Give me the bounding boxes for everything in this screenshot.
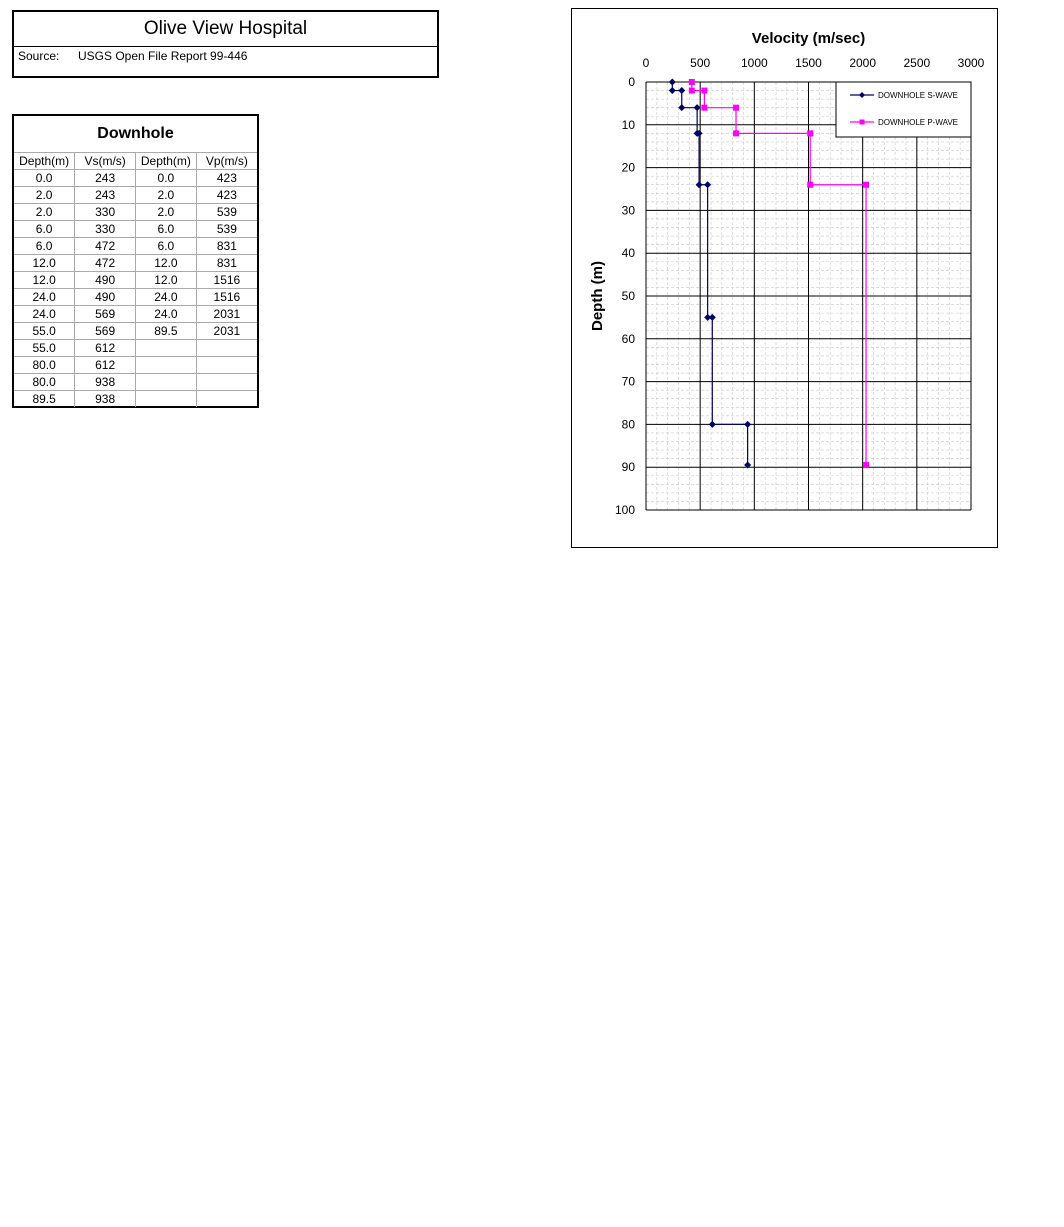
data-point-p-wave <box>733 130 739 136</box>
y-tick-label: 50 <box>621 289 635 303</box>
table-cell: 6.0 <box>14 221 75 238</box>
table-cell: 938 <box>75 391 136 408</box>
data-point-p-wave <box>689 88 695 94</box>
table-row <box>14 340 257 357</box>
data-point-s-wave <box>678 104 685 111</box>
source-label: Source: <box>18 49 60 63</box>
table-row <box>14 357 257 374</box>
y-tick-label: 60 <box>621 331 635 346</box>
table-cell <box>196 391 257 408</box>
table-cell: 569 <box>75 323 136 340</box>
data-point-s-wave <box>709 421 716 428</box>
table-cell: 243 <box>75 187 136 204</box>
table-cell: 472 <box>75 255 136 272</box>
column-header: Vs(m/s) <box>75 153 136 170</box>
table-cell: 831 <box>196 255 257 272</box>
table-cell: 12.0 <box>136 255 197 272</box>
table-cell: 330 <box>75 204 136 221</box>
y-axis-label: Depth (m) <box>589 261 606 331</box>
data-point-s-wave <box>709 314 716 321</box>
table-cell: 1516 <box>196 272 257 289</box>
x-tick-label: 0 <box>642 56 650 70</box>
page-title: Olive View Hospital <box>14 12 437 47</box>
x-tick-label: 2000 <box>849 56 877 70</box>
data-point-p-wave <box>863 462 869 468</box>
x-tick-label: 2500 <box>903 56 931 70</box>
table-cell <box>136 357 197 374</box>
table-row <box>14 170 257 187</box>
source-value: USGS Open File Report 99-446 <box>78 49 248 63</box>
data-point-s-wave <box>678 87 685 94</box>
table-cell <box>196 357 257 374</box>
table-row <box>14 221 257 238</box>
data-point-s-wave <box>694 104 701 111</box>
legend-label: DOWNHOLE P-WAVE <box>878 118 959 127</box>
downhole-table-box <box>12 114 259 408</box>
chart-svg <box>572 9 999 549</box>
table-cell: 24.0 <box>136 289 197 306</box>
table-cell: 12.0 <box>136 272 197 289</box>
x-tick-label: 3000 <box>957 56 985 70</box>
table-cell: 2.0 <box>14 204 75 221</box>
y-tick-label: 0 <box>628 75 635 89</box>
y-tick-label: 20 <box>621 160 635 175</box>
data-point-p-wave <box>701 88 707 94</box>
table-row <box>14 391 257 408</box>
table-cell: 24.0 <box>136 306 197 323</box>
data-point-p-wave <box>863 182 869 188</box>
table-cell: 0.0 <box>136 170 197 187</box>
column-header: Vp(m/s) <box>196 153 257 170</box>
y-tick-label: 70 <box>621 374 635 389</box>
table-cell: 2031 <box>196 306 257 323</box>
table-row <box>14 272 257 289</box>
table-cell: 490 <box>75 272 136 289</box>
source-line <box>14 47 437 65</box>
table-cell: 55.0 <box>14 323 75 340</box>
table-cell <box>196 374 257 391</box>
table-cell <box>136 340 197 357</box>
table-cell: 423 <box>196 170 257 187</box>
table-cell: 2.0 <box>136 187 197 204</box>
table-cell: 80.0 <box>14 374 75 391</box>
table-row <box>14 323 257 340</box>
y-tick-label: 10 <box>621 117 635 132</box>
table-cell: 612 <box>75 340 136 357</box>
table-cell: 938 <box>75 374 136 391</box>
table-row <box>14 255 257 272</box>
column-header: Depth(m) <box>136 153 197 170</box>
y-tick-label: 90 <box>621 460 635 475</box>
table-row <box>14 187 257 204</box>
table-cell <box>136 374 197 391</box>
data-point-s-wave <box>669 79 676 86</box>
table-cell: 6.0 <box>136 221 197 238</box>
data-point-s-wave <box>696 181 703 188</box>
y-tick-label: 80 <box>621 417 635 432</box>
table-cell: 55.0 <box>14 340 75 357</box>
table-cell: 0.0 <box>14 170 75 187</box>
data-point-p-wave <box>733 105 739 111</box>
data-point-s-wave <box>704 181 711 188</box>
table-cell: 89.5 <box>136 323 197 340</box>
table-cell: 12.0 <box>14 272 75 289</box>
data-point-s-wave <box>669 87 676 94</box>
title-box <box>12 10 439 78</box>
series-line-s-wave <box>672 82 747 465</box>
table-row <box>14 204 257 221</box>
table-cell: 539 <box>196 204 257 221</box>
table-cell: 6.0 <box>14 238 75 255</box>
table-cell: 243 <box>75 170 136 187</box>
table-cell: 569 <box>75 306 136 323</box>
table-cell: 2.0 <box>14 187 75 204</box>
table-cell: 490 <box>75 289 136 306</box>
x-tick-label: 1500 <box>795 56 822 70</box>
table-cell: 12.0 <box>14 255 75 272</box>
table-cell: 2.0 <box>136 204 197 221</box>
table-cell <box>196 340 257 357</box>
table-cell: 80.0 <box>14 357 75 374</box>
data-point-p-wave <box>701 105 707 111</box>
table-row <box>14 306 257 323</box>
legend-marker <box>860 120 865 125</box>
legend-label: DOWNHOLE S-WAVE <box>878 91 959 100</box>
table-cell: 539 <box>196 221 257 238</box>
y-tick-label: 30 <box>621 203 635 218</box>
y-tick-label: 100 <box>614 503 635 517</box>
y-tick-label: 40 <box>621 246 635 261</box>
table-cell: 423 <box>196 187 257 204</box>
table-cell: 2031 <box>196 323 257 340</box>
table-cell: 89.5 <box>14 391 75 408</box>
table-cell <box>136 391 197 408</box>
table-cell: 6.0 <box>136 238 197 255</box>
table-cell: 831 <box>196 238 257 255</box>
series-line-p-wave <box>692 82 866 465</box>
downhole-table <box>14 152 257 407</box>
x-tick-label: 1000 <box>740 56 768 70</box>
table-row <box>14 289 257 306</box>
downhole-title: Downhole <box>97 125 174 142</box>
data-point-p-wave <box>807 182 813 188</box>
data-point-p-wave <box>807 130 813 136</box>
data-point-s-wave <box>744 421 751 428</box>
table-cell: 472 <box>75 238 136 255</box>
table-cell: 24.0 <box>14 306 75 323</box>
table-cell: 24.0 <box>14 289 75 306</box>
data-point-p-wave <box>689 79 695 85</box>
column-header: Depth(m) <box>14 153 75 170</box>
table-cell: 330 <box>75 221 136 238</box>
table-row <box>14 238 257 255</box>
table-cell: 612 <box>75 357 136 374</box>
x-tick-label: 500 <box>690 56 711 70</box>
table-row <box>14 374 257 391</box>
velocity-chart <box>571 8 998 548</box>
chart-title: Velocity (m/sec) <box>751 30 866 47</box>
table-cell: 1516 <box>196 289 257 306</box>
